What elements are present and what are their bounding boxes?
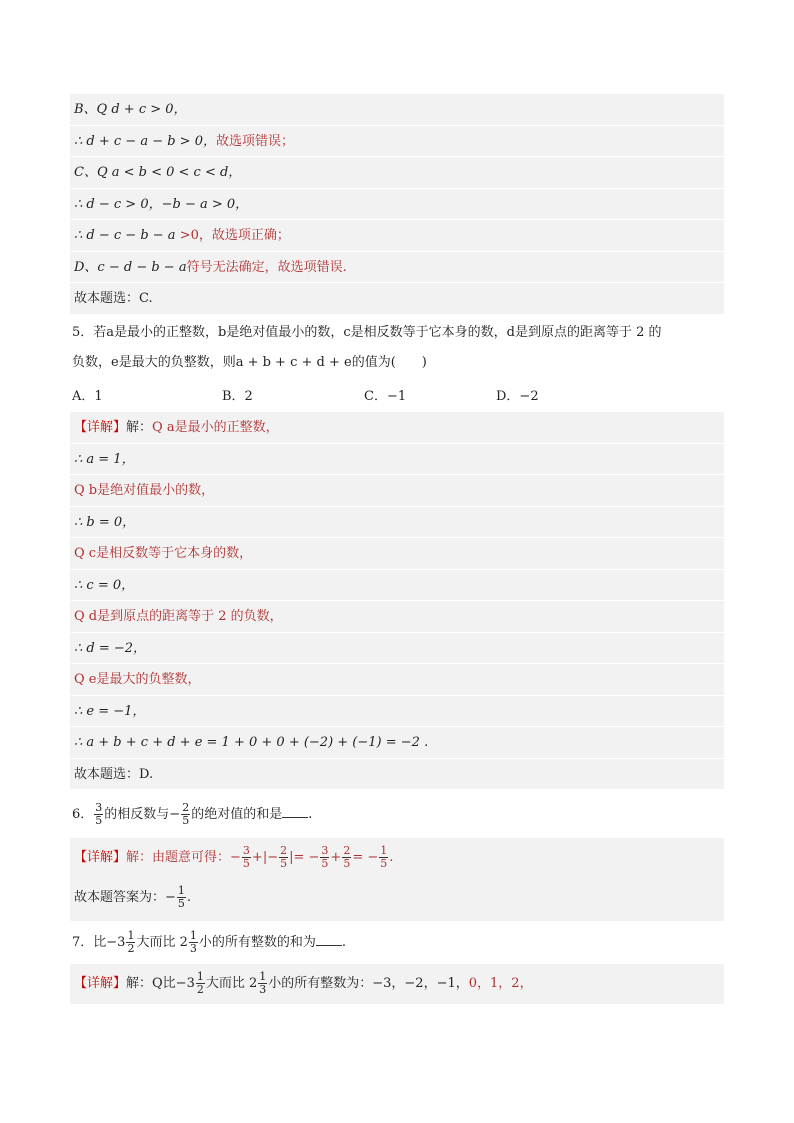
sol4-line-b: B、Q d + c > 0，	[70, 94, 724, 126]
solution-q4-continued	[70, 94, 724, 315]
q5-options	[72, 384, 672, 410]
fraction: $\frac{2}{5}$	[343, 844, 351, 870]
sol5-line-3: Q b是绝对值最小的数，	[70, 475, 724, 507]
sol5-line-8: ∴ d = −2，	[70, 633, 724, 665]
detail-tag: 【详解】	[74, 850, 127, 865]
sol4-line-c-step: ∴ d − c > 0，−b − a > 0，	[70, 189, 724, 221]
fraction: $\frac{3}{5}$	[321, 844, 329, 870]
fraction: $\frac{1}{3}$	[259, 970, 267, 996]
sol5-line-1: 【详解】解：Q a是最小的正整数，	[70, 412, 724, 444]
solution-q5	[70, 412, 724, 790]
sol5-answer: 故本题选：D.	[70, 759, 724, 791]
fraction: $\frac{2}{5}$	[182, 801, 190, 827]
fraction: $\frac{1}{2}$	[196, 970, 204, 996]
sol4-line-c: C、Q a < b < 0 < c < d，	[70, 157, 724, 189]
sol6-line-1: 【详解】解：由题意可得：− $\frac{3}{5}$ +|− $\frac{2}{5}$ |= − $\frac{3}{5}$ + $\frac{2}{5}$ = − $\frac{1}{5}$ .	[74, 844, 394, 870]
q5-option-d: D．−2	[496, 389, 539, 404]
sol4-line-b-result: ∴ d + c − a − b > 0，故选项错误；	[70, 126, 724, 158]
fraction: $\frac{1}{2}$	[127, 929, 135, 955]
q5-option-b: B．2	[222, 389, 253, 404]
fraction: $\frac{1}{3}$	[189, 929, 197, 955]
solution-q6	[70, 838, 724, 921]
sol5-line-5: Q c是相反数等于它本身的数，	[70, 538, 724, 570]
sol5-line-2: ∴ a = 1，	[70, 444, 724, 476]
solution-q7	[70, 964, 724, 1004]
sol5-line-11: ∴ a + b + c + d + e = 1 + 0 + 0 + (−2) + (−1) = −2 .	[70, 727, 724, 759]
sol5-line-9: Q e是最大的负整数，	[70, 664, 724, 696]
sol5-line-6: ∴ c = 0，	[70, 570, 724, 602]
sol4-answer: 故本题选：C.	[70, 283, 724, 315]
sol4-line-c-result: ∴ d − c − b − a >0，故选项正确；	[70, 220, 724, 252]
sol5-line-4: ∴ b = 0，	[70, 507, 724, 539]
fraction: $\frac{1}{5}$	[380, 844, 388, 870]
detail-tag: 【详解】	[74, 976, 127, 991]
q5-line-2: 负数，e是最大的负整数，则a + b + c + d + e的值为( )	[72, 355, 427, 370]
fraction: $\frac{3}{5}$	[95, 801, 103, 827]
sol4-line-d: D、c − d − b − a符号无法确定，故选项错误.	[70, 252, 724, 284]
answer-blank	[282, 803, 308, 818]
fraction: $\frac{1}{5}$	[177, 884, 185, 910]
fraction: $\frac{2}{5}$	[280, 844, 288, 870]
sol5-line-10: ∴ e = −1，	[70, 696, 724, 728]
question-5	[72, 318, 732, 378]
question-6: 6． $\frac{3}{5}$ 的相反数与− $\frac{2}{5}$ 的绝对值的和是 .	[72, 801, 313, 827]
detail-tag: 【详解】	[74, 420, 127, 435]
sol7-line-1: 【详解】解：Q比−3 $\frac{1}{2}$ 大而比 2 $\frac{1}{3}$ 小的所有整数为：−3，−2，−1，0，1，2，	[74, 970, 533, 996]
sol5-line-7: Q d是到原点的距离等于 2 的负数，	[70, 601, 724, 633]
q5-line-1: 5．若a是最小的正整数，b是绝对值最小的数，c是相反数等于它本身的数，d是到原点的距离等于 2 的	[72, 325, 662, 340]
answer-blank	[316, 931, 342, 946]
fraction: $\frac{3}{5}$	[242, 844, 250, 870]
q5-option-c: C．−1	[364, 389, 407, 404]
question-7: 7．比−3 $\frac{1}{2}$ 大而比 2 $\frac{1}{3}$ 小的所有整数的和为 .	[72, 929, 346, 955]
q5-option-a: A．1	[72, 389, 103, 404]
sol6-answer: 故本题答案为：− $\frac{1}{5}$ .	[74, 884, 192, 910]
